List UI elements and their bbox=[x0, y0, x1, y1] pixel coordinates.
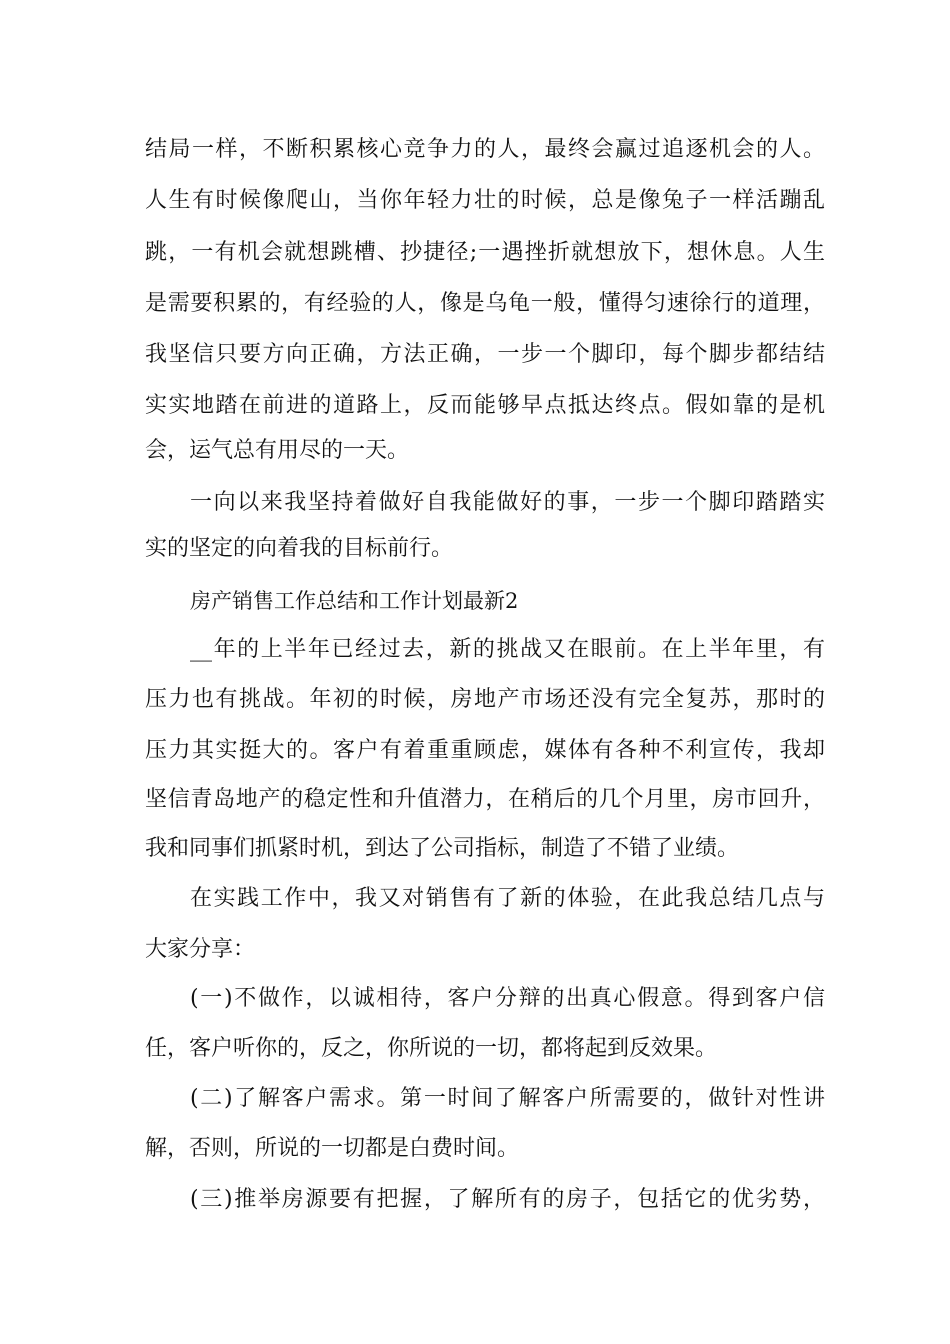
text-line: (二)了解客户需求。第一时间了解客户所需要的，做针对性讲 bbox=[190, 1086, 825, 1111]
text-line: 解，否则，所说的一切都是白费时间。 bbox=[145, 1136, 520, 1161]
text-line: 大家分享： bbox=[145, 937, 256, 962]
text-line: (一)不做作，以诚相待，客户分辩的出真心假意。得到客户信 bbox=[190, 986, 825, 1011]
text-line: 人生有时候像爬山，当你年轻力壮的时候，总是像兔子一样活蹦乱 bbox=[145, 188, 825, 213]
text-line: 会，运气总有用尽的一天。 bbox=[145, 438, 410, 463]
text-line: 我坚信只要方向正确，方法正确，一步一个脚印，每个脚步都结结 bbox=[145, 342, 825, 367]
section-heading: 房产销售工作总结和工作计划最新2 bbox=[190, 589, 519, 613]
text-line: 压力也有挑战。年初的时候，房地产市场还没有完全复苏，那时的 bbox=[145, 687, 825, 712]
text-line: __年的上半年已经过去，新的挑战又在眼前。在上半年里，有 bbox=[190, 637, 825, 662]
text-line: (三)推举房源要有把握，了解所有的房子，包括它的优劣势， bbox=[190, 1187, 825, 1212]
text-line: 在实践工作中，我又对销售有了新的体验，在此我总结几点与 bbox=[190, 886, 825, 911]
text-line: 是需要积累的，有经验的人，像是乌龟一般，懂得匀速徐行的道理， bbox=[145, 291, 825, 316]
text-line: 实的坚定的向着我的目标前行。 bbox=[145, 536, 454, 561]
text-line: 实实地踏在前进的道路上，反而能够早点抵达终点。假如靠的是机 bbox=[145, 393, 825, 418]
text-line: 压力其实挺大的。客户有着重重顾虑，媒体有各种不利宣传，我却 bbox=[145, 738, 825, 763]
text-line: 一向以来我坚持着做好自我能做好的事，一步一个脚印踏踏实 bbox=[190, 490, 825, 515]
text-line: 我和同事们抓紧时机，到达了公司指标，制造了不错了业绩。 bbox=[145, 836, 740, 861]
text-line: 结局一样，不断积累核心竞争力的人，最终会赢过追逐机会的人。 bbox=[145, 137, 825, 162]
text-line: 任，客户听你的，反之，你所说的一切，都将起到反效果。 bbox=[145, 1036, 718, 1061]
text-line: 跳，一有机会就想跳槽、抄捷径;一遇挫折就想放下，想休息。人生 bbox=[145, 240, 825, 265]
text-line: 坚信青岛地产的稳定性和升值潜力，在稍后的几个月里，房市回升， bbox=[145, 787, 825, 812]
